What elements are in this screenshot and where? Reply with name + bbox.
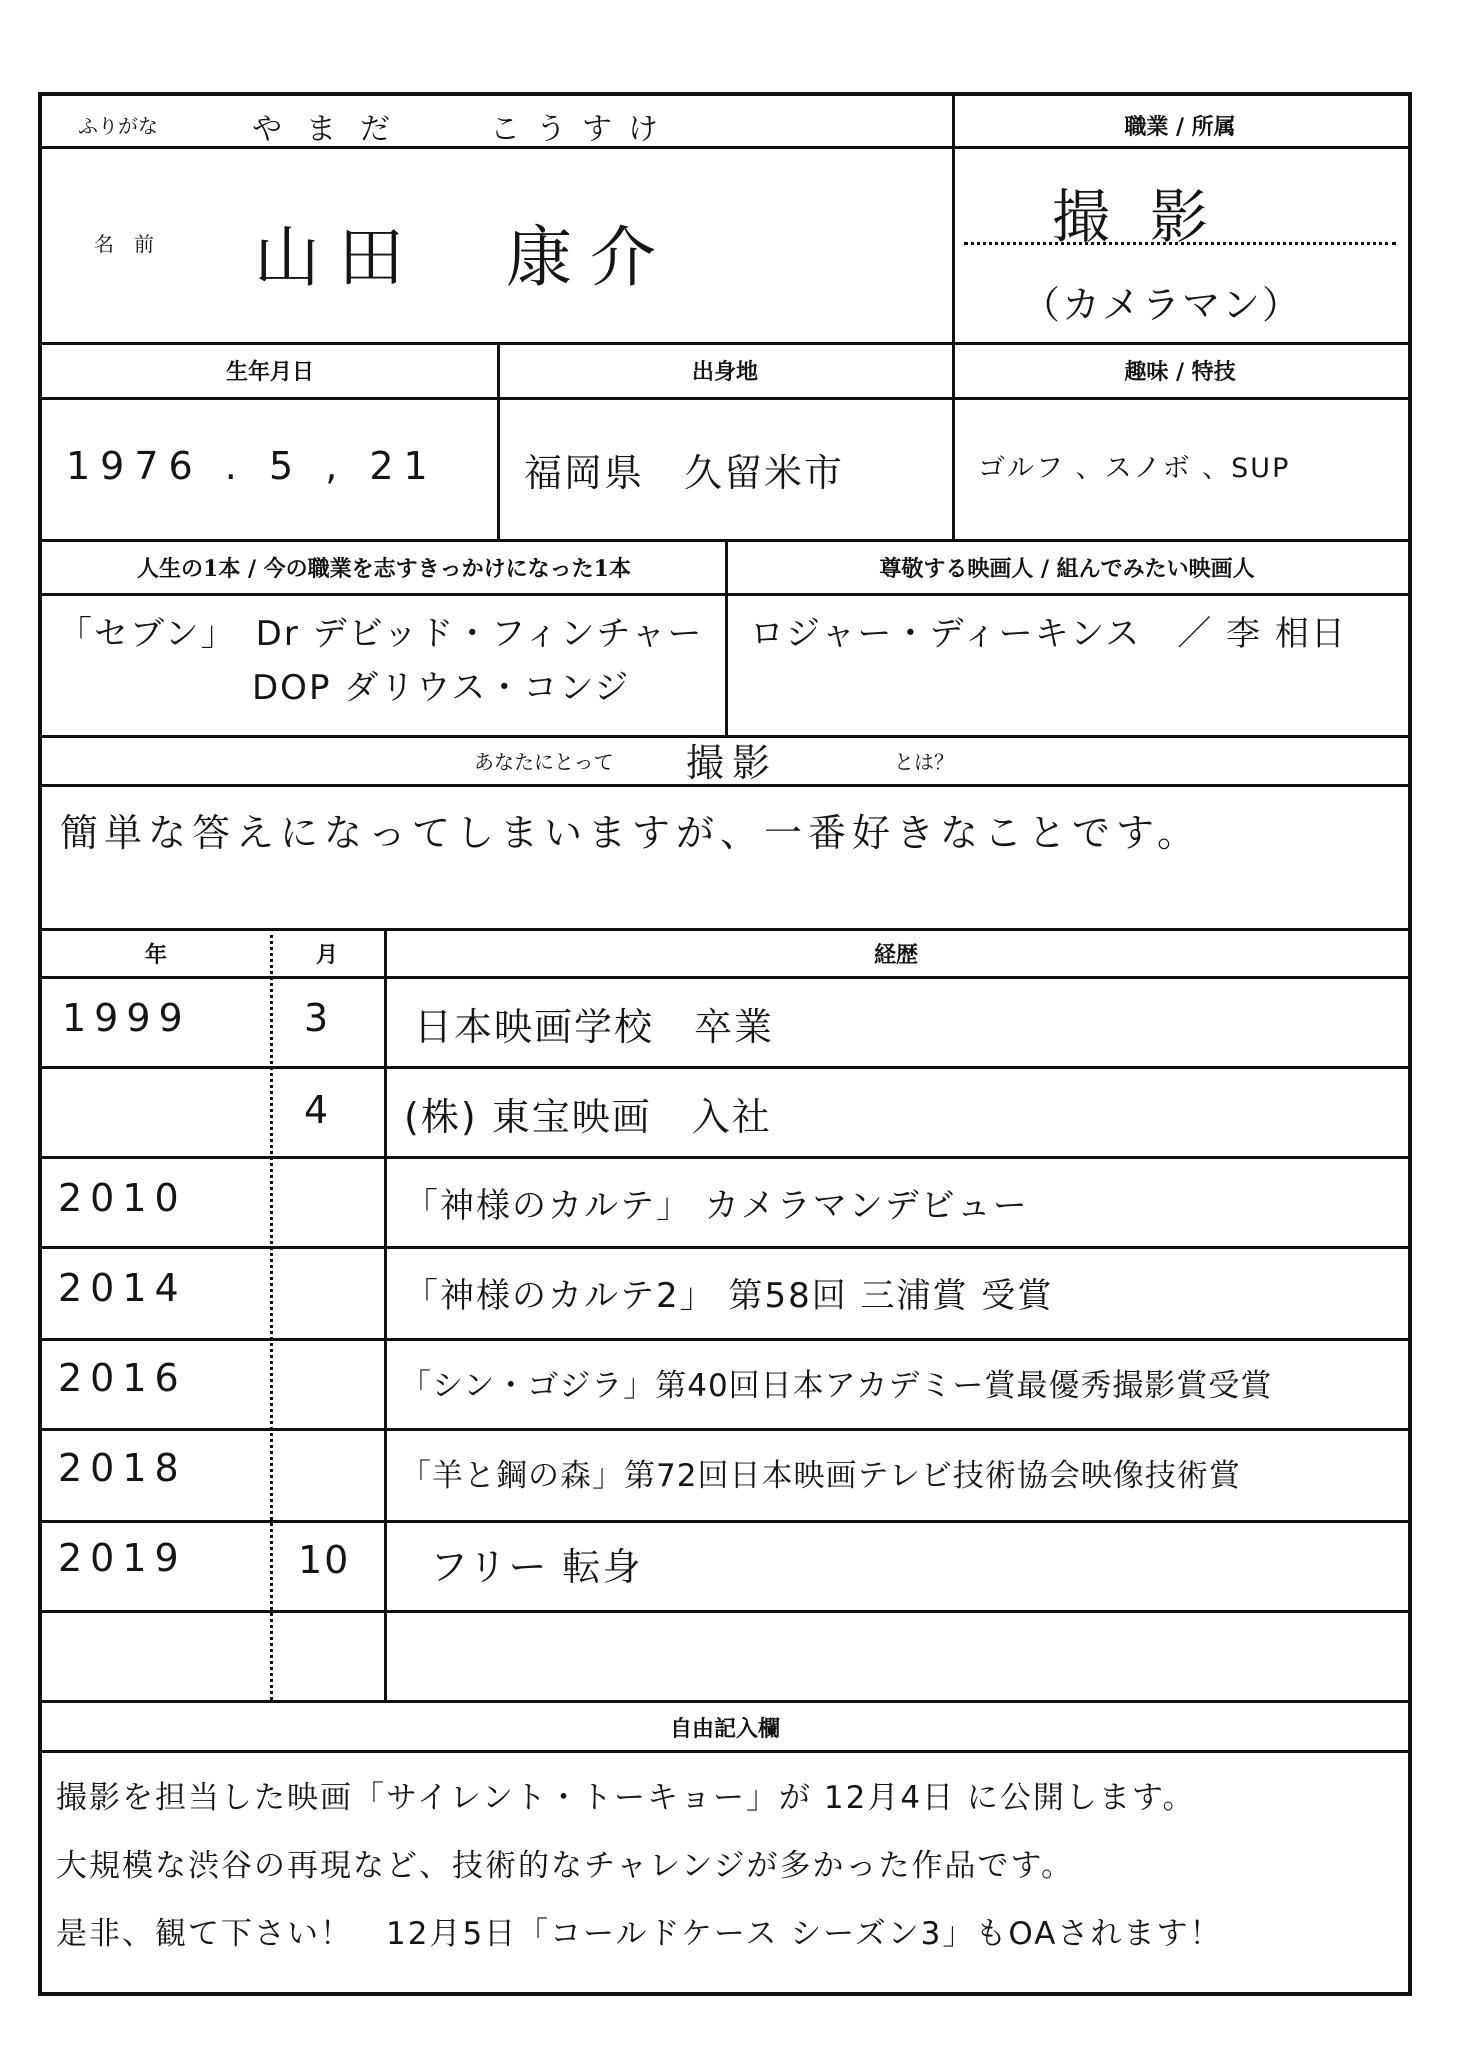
note-line: 是非、観て下さい！ 12月5日「コールドケース シーズン3」もOAされます！	[56, 1916, 1223, 1952]
career-month: 4	[304, 1088, 331, 1132]
career-text: 「シン・ゴジラ」第40回日本アカデミー賞最優秀撮影賞受賞	[400, 1368, 1273, 1404]
history-header: 経歴	[873, 942, 919, 968]
career-year: 2018	[58, 1446, 187, 1490]
birthplace-value: 福岡県 久留米市	[524, 451, 845, 495]
question-subject: 撮影	[686, 741, 779, 785]
rule	[497, 342, 500, 539]
rule	[42, 1428, 1408, 1431]
furigana-family: やまだ	[252, 112, 414, 147]
rule	[42, 1610, 1408, 1613]
career-year: 1999	[62, 996, 191, 1040]
rule	[42, 1700, 1408, 1703]
career-text: 「神様のカルテ2」 第58回 三浦賞 受賞	[404, 1276, 1054, 1316]
answer-value: 簡単な答えになってしまいますが、一番好きなことです。	[60, 811, 1201, 855]
career-month: 10	[298, 1538, 351, 1582]
life-film-line2: DOP ダリウス・コンジ	[252, 668, 631, 708]
name-label: 名 前	[94, 232, 154, 256]
furigana-label: ふりがな	[78, 114, 158, 138]
career-text: 日本映画学校 卒業	[414, 1005, 775, 1049]
respected-label: 尊敬する映画人 / 組んでみたい映画人	[879, 556, 1255, 582]
career-year: 2014	[58, 1266, 187, 1310]
furigana-given: こうすけ	[490, 112, 674, 147]
career-text: 「神様のカルテ」 カメラマンデビュー	[404, 1186, 1029, 1226]
career-year: 2010	[58, 1176, 187, 1220]
rule	[42, 342, 1408, 345]
rule	[42, 1066, 1408, 1069]
career-text: (株) 東宝映画 入社	[404, 1095, 772, 1139]
note-line: 撮影を担当した映画「サイレント・トーキョー」が 12月4日 に公開します。	[56, 1780, 1196, 1816]
career-year: 2016	[58, 1356, 187, 1400]
life-film-line1: 「セブン」 Dr デビッド・フィンチャー	[58, 614, 704, 654]
respected-value: ロジャー・ディーキンス ／ 李 相日	[750, 614, 1347, 654]
birthplace-label: 出身地	[691, 359, 759, 385]
rule	[42, 1338, 1408, 1341]
profile-form	[38, 92, 1412, 1996]
month-header: 月	[315, 942, 339, 968]
rule	[384, 928, 387, 1700]
birthdate-value: 1976 . 5 , 21	[66, 444, 438, 488]
rule	[42, 1750, 1408, 1753]
hobby-label: 趣味 / 特技	[1124, 359, 1236, 385]
rule	[42, 1520, 1408, 1523]
year-header: 年	[144, 942, 168, 968]
rule	[42, 397, 1408, 400]
birthdate-label: 生年月日	[225, 359, 315, 385]
question-prefix: あなたにとって	[474, 750, 614, 774]
rule	[42, 928, 1408, 931]
rule	[42, 146, 1408, 149]
name-value: 山田 康介	[254, 219, 674, 296]
rule	[42, 1156, 1408, 1159]
note-line: 大規模な渋谷の再現など、技術的なチャレンジが多かった作品です。	[56, 1848, 1075, 1884]
career-month: 3	[304, 996, 331, 1040]
rule-dotted	[270, 928, 273, 1700]
free-notes-label: 自由記入欄	[669, 1716, 781, 1742]
rule	[42, 976, 1408, 979]
hobby-value: ゴルフ 、スノボ 、SUP	[978, 453, 1291, 484]
occupation-value: 撮影	[1052, 183, 1249, 251]
rule	[725, 539, 728, 735]
question-suffix: とは？	[894, 750, 954, 774]
occupation-label: 職業 / 所属	[1124, 114, 1236, 140]
career-year: 2019	[58, 1536, 187, 1580]
rule	[42, 1246, 1408, 1249]
life-film-label: 人生の1本 / 今の職業を志すきっかけになった1本	[137, 556, 631, 582]
occupation-note: （カメラマン）	[1022, 283, 1303, 327]
career-text: 「羊と鋼の森」第72回日本映画テレビ技術協会映像技術賞	[400, 1458, 1241, 1494]
rule	[952, 96, 955, 539]
career-text: フリー 転身	[430, 1545, 643, 1589]
